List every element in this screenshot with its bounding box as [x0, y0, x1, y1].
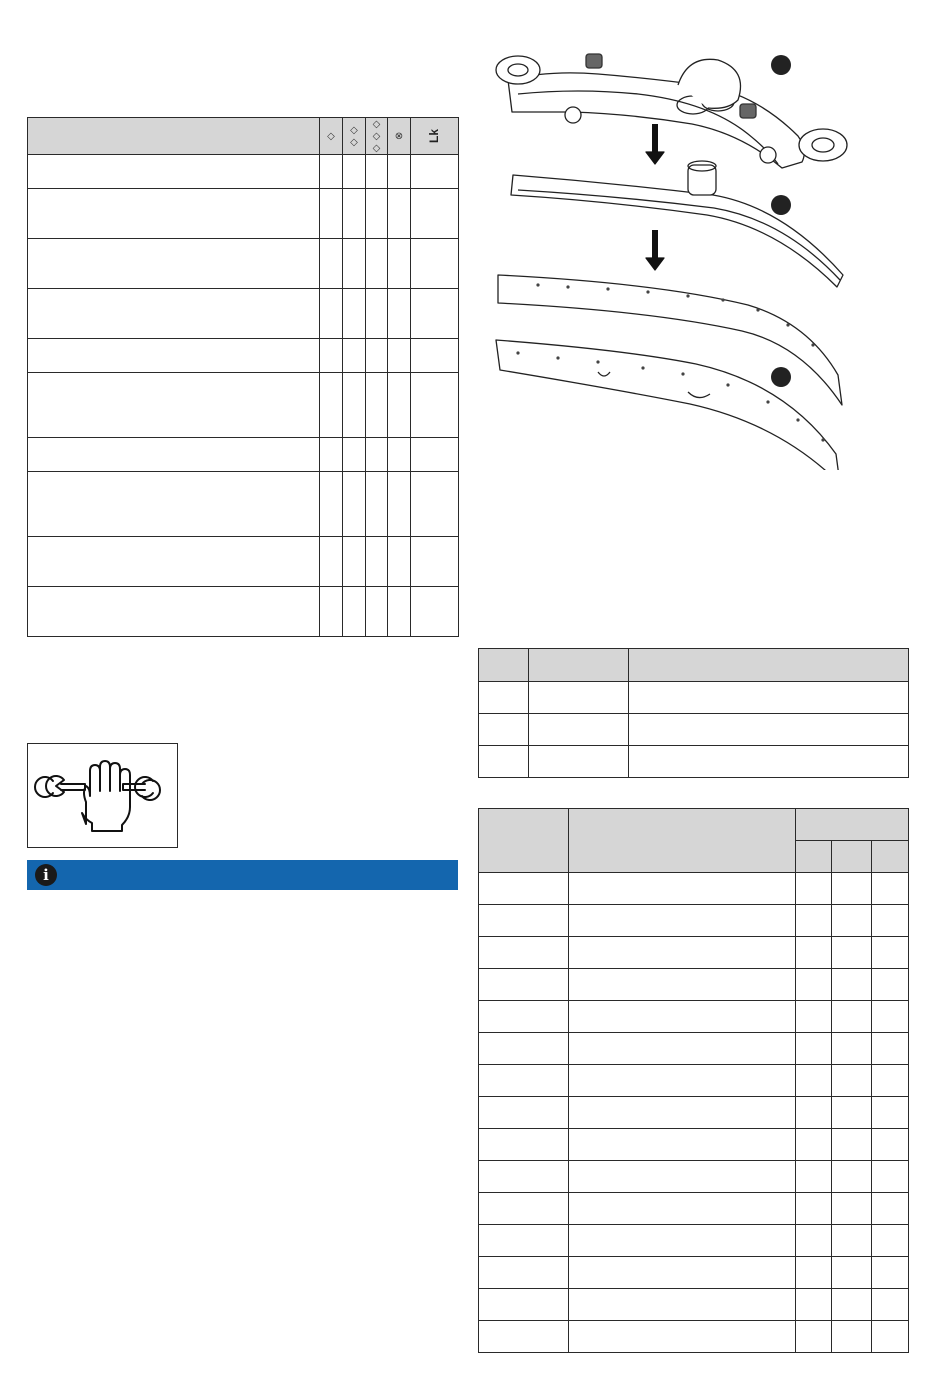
- table-row: [28, 239, 459, 289]
- table-row: [479, 1321, 909, 1353]
- table-row: [479, 1257, 909, 1289]
- maintenance-table-header: [28, 118, 459, 155]
- maintenance-hand-icon: [27, 743, 178, 848]
- table-row: [479, 1129, 909, 1161]
- task-header: [28, 118, 320, 155]
- table-row: [28, 438, 459, 472]
- lk-header: Lk: [411, 118, 459, 155]
- table-row: [479, 1001, 909, 1033]
- table-row: [28, 189, 459, 239]
- table-row: [479, 682, 909, 714]
- table-row: [28, 155, 459, 189]
- table-row: [479, 969, 909, 1001]
- blade-table: [478, 808, 909, 1353]
- maintenance-table: [27, 117, 459, 637]
- table-row: [479, 937, 909, 969]
- table-row: [479, 746, 909, 778]
- table-row: [28, 537, 459, 587]
- parts-table: [478, 648, 909, 778]
- table-row: [28, 587, 459, 637]
- table-row: [479, 905, 909, 937]
- table-row: [479, 1065, 909, 1097]
- parts-table-header: [479, 649, 909, 682]
- table-row: [28, 289, 459, 339]
- table-row: [28, 339, 459, 373]
- interval-1-header: ◇: [320, 118, 343, 155]
- table-row: [479, 1225, 909, 1257]
- table-row: [479, 873, 909, 905]
- blade-table-header: [479, 809, 909, 841]
- interval-2-header: ◇ ◇: [343, 118, 366, 155]
- table-row: [479, 1193, 909, 1225]
- table-row: [479, 1033, 909, 1065]
- interval-3-header: ◇ ◇ ◇: [366, 118, 388, 155]
- table-row: [28, 472, 459, 537]
- squeegee-exploded-diagram: [478, 40, 908, 470]
- info-icon: i: [35, 864, 57, 886]
- table-row: [479, 1289, 909, 1321]
- table-row: [28, 373, 459, 438]
- interval-4-header: ⊗: [388, 118, 411, 155]
- info-bar: [27, 860, 458, 890]
- table-row: [479, 1097, 909, 1129]
- table-row: [479, 714, 909, 746]
- table-row: [479, 1161, 909, 1193]
